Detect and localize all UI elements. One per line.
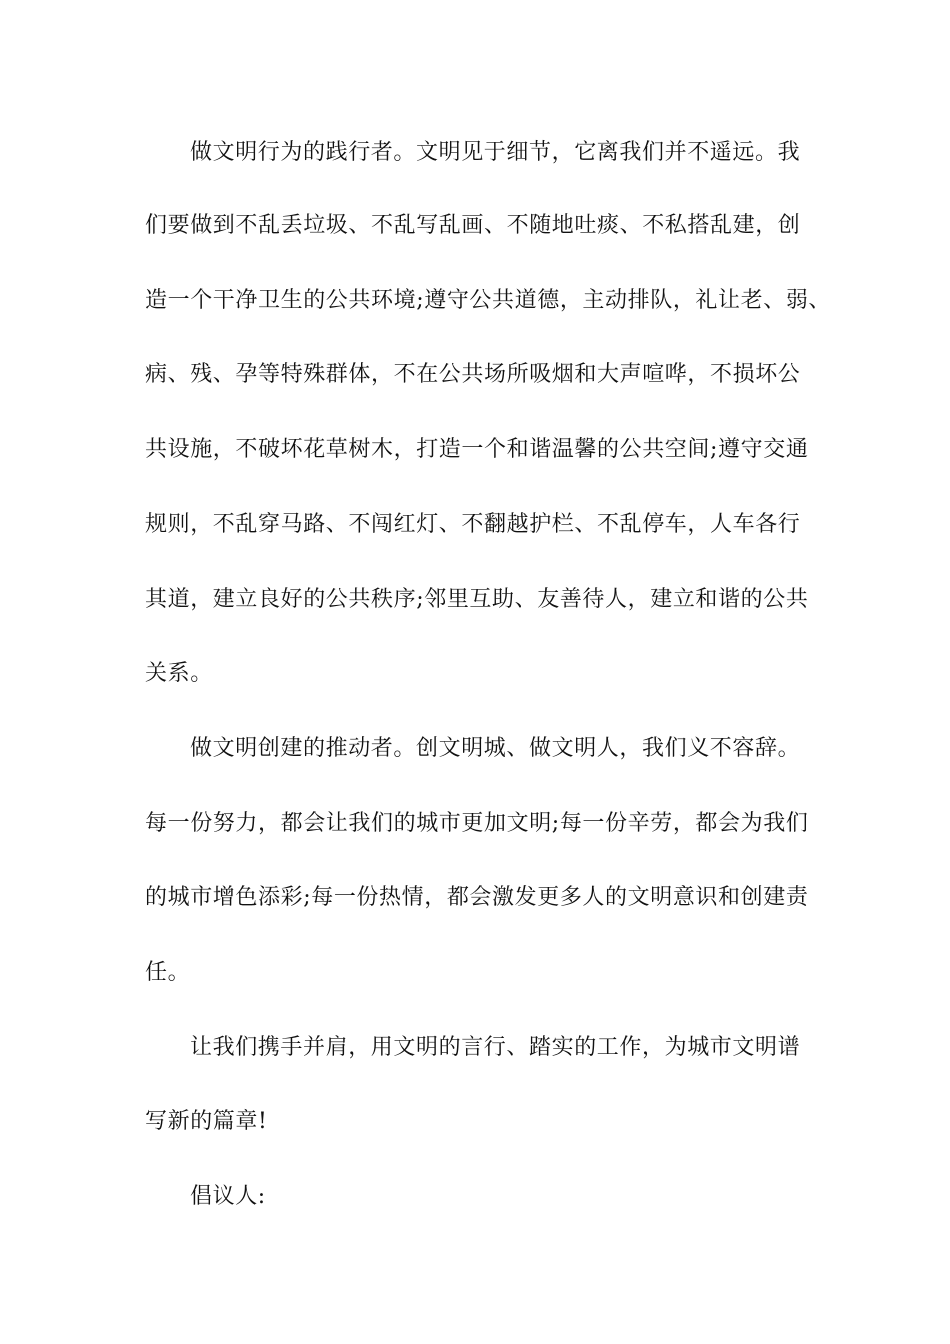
paragraph-1-line-2: 们要做到不乱丢垃圾、不乱写乱画、不随地吐痰、不私搭乱建，创 bbox=[145, 213, 801, 238]
paragraph-1-line-3: 造一个干净卫生的公共环境;遵守公共道德，主动排队，礼让老、弱、 bbox=[145, 288, 832, 313]
paragraph-2-line-3: 的城市增色添彩;每一份热情，都会激发更多人的文明意识和创建责 bbox=[145, 885, 809, 910]
paragraph-1-line-4: 病、残、孕等特殊群体，不在公共场所吸烟和大声喧哗，不损坏公 bbox=[145, 362, 801, 387]
paragraph-3-line-2: 写新的篇章! bbox=[145, 1109, 268, 1134]
paragraph-1-line-6: 规则，不乱穿马路、不闯红灯、不翻越护栏、不乱停车，人车各行 bbox=[145, 512, 801, 537]
paragraph-2-line-2: 每一份努力，都会让我们的城市更加文明;每一份辛劳，都会为我们 bbox=[145, 811, 809, 836]
paragraph-3-line-1: 让我们携手并肩，用文明的言行、踏实的工作，为城市文明谱 bbox=[190, 1035, 801, 1060]
paragraph-1-line-7: 其道，建立良好的公共秩序;邻里互助、友善待人，建立和谐的公共 bbox=[145, 587, 809, 612]
paragraph-1-line-1: 做文明行为的践行者。文明见于细节，它离我们并不遥远。我 bbox=[190, 140, 801, 165]
paragraph-1-line-5: 共设施，不破坏花草树木，打造一个和谐温馨的公共空间;遵守交通 bbox=[145, 437, 809, 462]
paragraph-2-line-1: 做文明创建的推动者。创文明城、做文明人，我们义不容辞。 bbox=[190, 736, 801, 761]
paragraph-1-line-8: 关系。 bbox=[145, 661, 213, 686]
initiator-label: 倡议人: bbox=[190, 1184, 266, 1209]
paragraph-2-line-4: 任。 bbox=[145, 960, 191, 985]
